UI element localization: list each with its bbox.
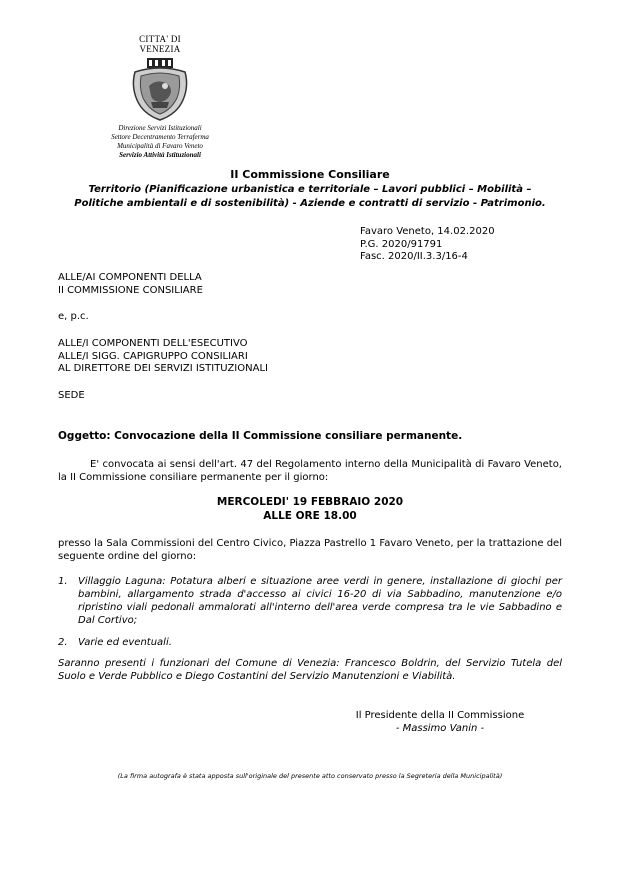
epc-label: e, p.c. bbox=[58, 311, 89, 322]
office-lines bbox=[100, 124, 220, 160]
location-paragraph: presso la Sala Commissioni del Centro Civico, Piazza Pastrello 1 Favaro Veneto, per la trattazione del seguente ordine del giorno: bbox=[58, 538, 562, 562]
office-service: Servizio Attività Istituzionali bbox=[119, 151, 201, 159]
agenda-item bbox=[58, 636, 562, 649]
cc-line-3: AL DIRETTORE DEI SERVIZI ISTITUZIONALI bbox=[58, 363, 268, 374]
signature-block bbox=[320, 709, 560, 735]
meeting-date: MERCOLEDI' 19 FEBBRAIO 2020 bbox=[216, 496, 404, 508]
signature-role: Il Presidente della II Commissione bbox=[355, 710, 525, 721]
agenda-item-text: Villaggio Laguna: Potatura alberi e situazione aree verdi in genere, installazione di giochi per bambini, allargamento strada d'accesso ai civici 16-20 di via Sabbadino, manutenzione e/o ripristino viali pedonali ammalorati all'interno dell'area verde compresa tra le vie Sabbadino e Dal Cortivo; bbox=[78, 576, 562, 626]
protocol-number: P.G. 2020/91791 bbox=[360, 238, 443, 250]
protocol-block bbox=[360, 226, 495, 264]
file-number: Fasc. 2020/II.3.3/16-4 bbox=[360, 251, 468, 262]
meeting-time: ALLE ORE 18.00 bbox=[263, 510, 357, 522]
recipients-main bbox=[58, 272, 203, 297]
agenda-item-text: Varie ed eventuali. bbox=[78, 637, 172, 648]
office-line-3: Municipalità di Favaro Veneto bbox=[117, 142, 203, 150]
agenda-item bbox=[58, 575, 562, 627]
city-name-line1: CITTA' DI bbox=[139, 34, 181, 44]
recipient-line-2: II COMMISSIONE CONSILIARE bbox=[58, 284, 203, 296]
attendees-paragraph: Saranno presenti i funzionari del Comune di Venezia: Francesco Boldrin, del Servizio Tutela del Suolo e Verde Pubblico e Diego Costantini del Servizio Manutenzioni e Viabilità. bbox=[58, 658, 562, 682]
sede-label: SEDE bbox=[58, 390, 85, 401]
place-date: Favaro Veneto, 14.02.2020 bbox=[360, 226, 495, 237]
subtitle-line-2: Politiche ambientali e di sostenibilità) - Aziende e contratti di servizio - Patrimonio. bbox=[74, 198, 546, 209]
recipients-cc bbox=[58, 338, 268, 376]
footnote: (La firma autografa è stata apposta sull'originale del presente atto conservato presso la Segreteria della Municipalità) bbox=[117, 772, 503, 780]
subtitle-line-1: Territorio (Pianificazione urbanistica e territoriale – Lavori pubblici – Mobilità – bbox=[88, 184, 532, 195]
city-name-line2: VENEZIA bbox=[139, 44, 181, 54]
commission-title: II Commissione Consiliare bbox=[230, 168, 390, 181]
commission-subtitle bbox=[40, 183, 580, 211]
letterhead bbox=[100, 34, 220, 160]
venice-crest-icon bbox=[129, 56, 191, 122]
office-line-2: Settore Decentramento Terraferma bbox=[111, 133, 209, 141]
agenda-item-number: 2. bbox=[58, 637, 68, 648]
cc-line-2: ALLE/I SIGG. CAPIGRUPPO CONSILIARI bbox=[58, 350, 248, 362]
intro-paragraph: E' convocata ai sensi dell'art. 47 del Regolamento interno della Municipalità di Favaro Veneto, la II Commissione consiliare permanente per il giorno: bbox=[58, 459, 562, 483]
agenda-item-number: 1. bbox=[58, 576, 68, 587]
subject-line: Oggetto: Convocazione della II Commissione consiliare permanente. bbox=[58, 430, 463, 442]
signature-name: - Massimo Vanin - bbox=[395, 723, 485, 734]
recipient-line-1: ALLE/AI COMPONENTI DELLA bbox=[58, 272, 202, 283]
cc-line-1: ALLE/I COMPONENTI DELL'ESECUTIVO bbox=[58, 338, 248, 349]
office-line-1: Direzione Servizi Istituzionali bbox=[118, 124, 202, 132]
